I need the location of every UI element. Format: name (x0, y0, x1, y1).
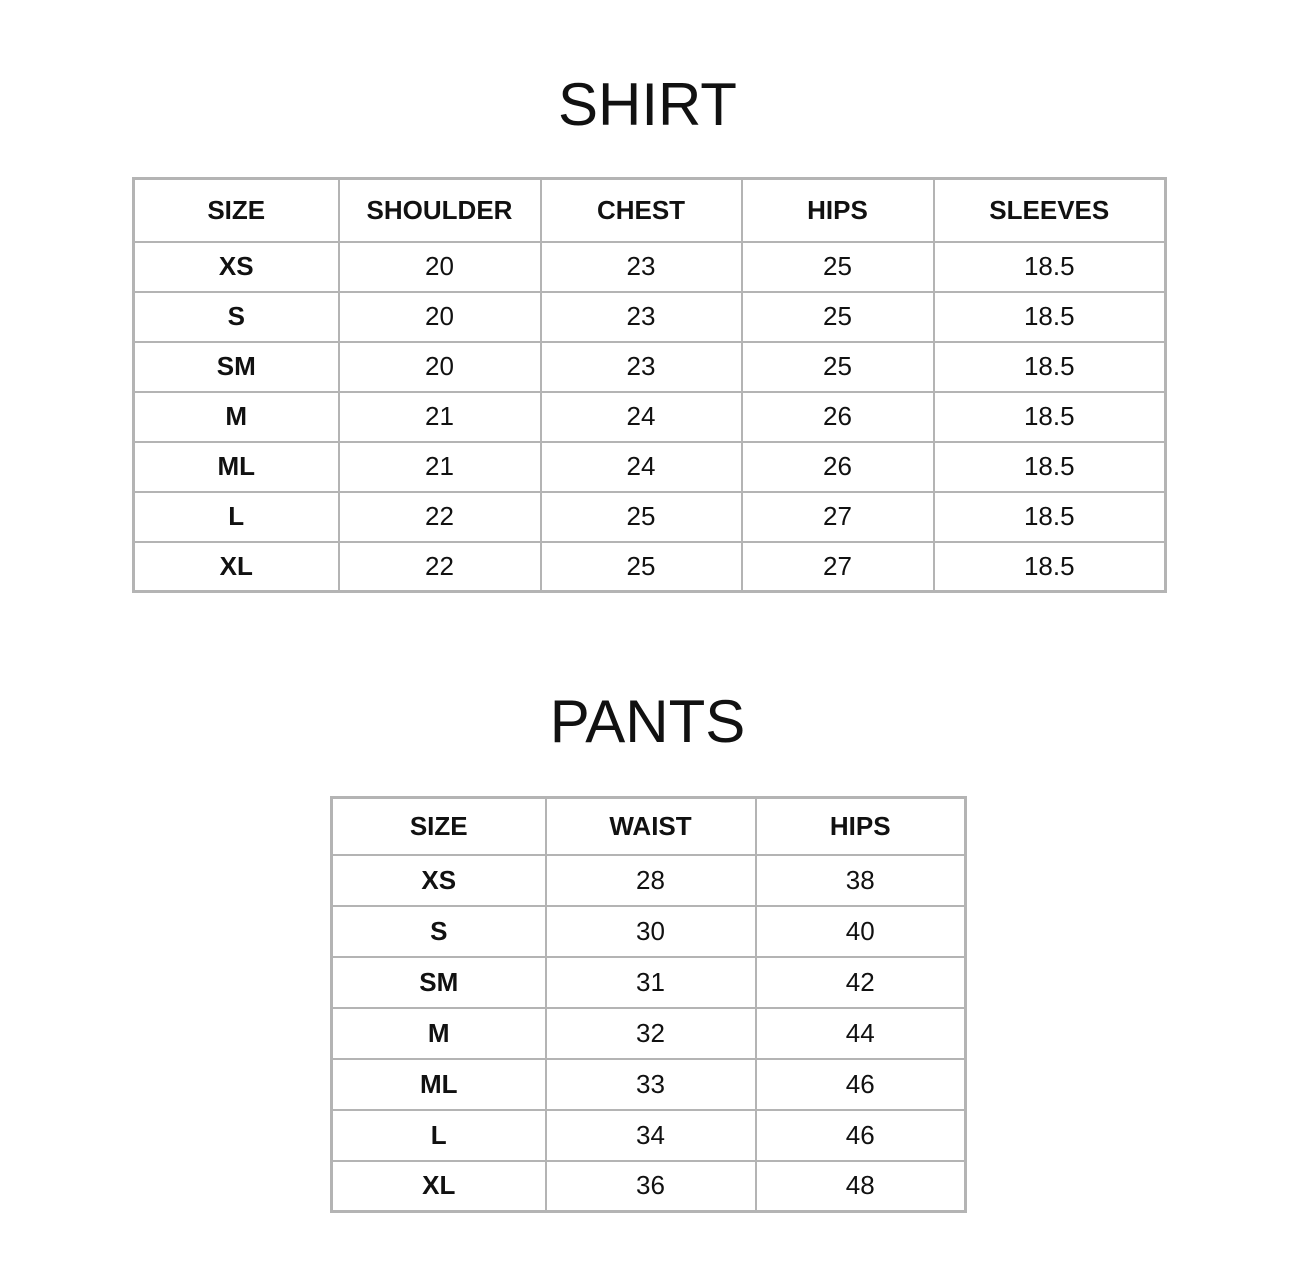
size-cell: L (134, 492, 339, 542)
size-cell: SM (332, 957, 546, 1008)
chest-cell: 24 (541, 392, 742, 442)
table-row (134, 392, 1166, 442)
pants-size-table (330, 796, 967, 1213)
hips-cell: 42 (756, 957, 966, 1008)
waist-cell: 32 (546, 1008, 756, 1059)
table-row (332, 1008, 966, 1059)
size-cell: L (332, 1110, 546, 1161)
size-cell: XS (134, 242, 339, 292)
sleeves-cell: 18.5 (934, 292, 1166, 342)
chest-cell: 23 (541, 342, 742, 392)
size-cell: XL (134, 542, 339, 592)
hips-cell: 44 (756, 1008, 966, 1059)
shoulder-cell: 22 (339, 542, 541, 592)
size-cell: M (332, 1008, 546, 1059)
shirt-header-hips: HIPS (742, 179, 934, 242)
size-cell: M (134, 392, 339, 442)
table-row (332, 906, 966, 957)
table-row (332, 1161, 966, 1212)
sleeves-cell: 18.5 (934, 442, 1166, 492)
table-row (332, 1059, 966, 1110)
shoulder-cell: 20 (339, 242, 541, 292)
table-row (134, 342, 1166, 392)
size-cell: ML (332, 1059, 546, 1110)
waist-cell: 31 (546, 957, 756, 1008)
sleeves-cell: 18.5 (934, 342, 1166, 392)
shoulder-cell: 21 (339, 392, 541, 442)
table-row (134, 442, 1166, 492)
hips-cell: 25 (742, 342, 934, 392)
table-row (134, 492, 1166, 542)
waist-cell: 33 (546, 1059, 756, 1110)
chest-cell: 23 (541, 242, 742, 292)
waist-cell: 36 (546, 1161, 756, 1212)
waist-cell: 28 (546, 855, 756, 906)
table-row (332, 1110, 966, 1161)
size-cell: SM (134, 342, 339, 392)
shoulder-cell: 22 (339, 492, 541, 542)
sleeves-cell: 18.5 (934, 392, 1166, 442)
shirt-header-size: SIZE (134, 179, 339, 242)
hips-cell: 27 (742, 542, 934, 592)
table-row (134, 542, 1166, 592)
chest-cell: 24 (541, 442, 742, 492)
chest-cell: 23 (541, 292, 742, 342)
pants-header-size: SIZE (332, 798, 546, 855)
size-cell: XL (332, 1161, 546, 1212)
hips-cell: 26 (742, 392, 934, 442)
chest-cell: 25 (541, 542, 742, 592)
hips-cell: 46 (756, 1059, 966, 1110)
size-cell: S (332, 906, 546, 957)
table-row (134, 292, 1166, 342)
hips-cell: 25 (742, 292, 934, 342)
shoulder-cell: 21 (339, 442, 541, 492)
shoulder-cell: 20 (339, 342, 541, 392)
pants-title: PANTS (549, 688, 746, 755)
pants-header-hips: HIPS (756, 798, 966, 855)
table-row (332, 855, 966, 906)
shirt-header-row (134, 179, 1166, 242)
pants-header-row (332, 798, 966, 855)
shoulder-cell: 20 (339, 292, 541, 342)
shirt-size-table (132, 177, 1167, 593)
size-cell: ML (134, 442, 339, 492)
size-cell: XS (332, 855, 546, 906)
shirt-header-sleeves: SLEEVES (934, 179, 1166, 242)
pants-header-waist: WAIST (546, 798, 756, 855)
shirt-header-shoulder: SHOULDER (339, 179, 541, 242)
table-row (332, 957, 966, 1008)
size-cell: S (134, 292, 339, 342)
hips-cell: 46 (756, 1110, 966, 1161)
hips-cell: 26 (742, 442, 934, 492)
sleeves-cell: 18.5 (934, 492, 1166, 542)
waist-cell: 30 (546, 906, 756, 957)
sleeves-cell: 18.5 (934, 542, 1166, 592)
shirt-header-chest: CHEST (541, 179, 742, 242)
waist-cell: 34 (546, 1110, 756, 1161)
hips-cell: 25 (742, 242, 934, 292)
hips-cell: 38 (756, 855, 966, 906)
table-row (134, 242, 1166, 292)
chest-cell: 25 (541, 492, 742, 542)
shirt-title: SHIRT (558, 71, 737, 138)
sleeves-cell: 18.5 (934, 242, 1166, 292)
hips-cell: 27 (742, 492, 934, 542)
hips-cell: 40 (756, 906, 966, 957)
hips-cell: 48 (756, 1161, 966, 1212)
